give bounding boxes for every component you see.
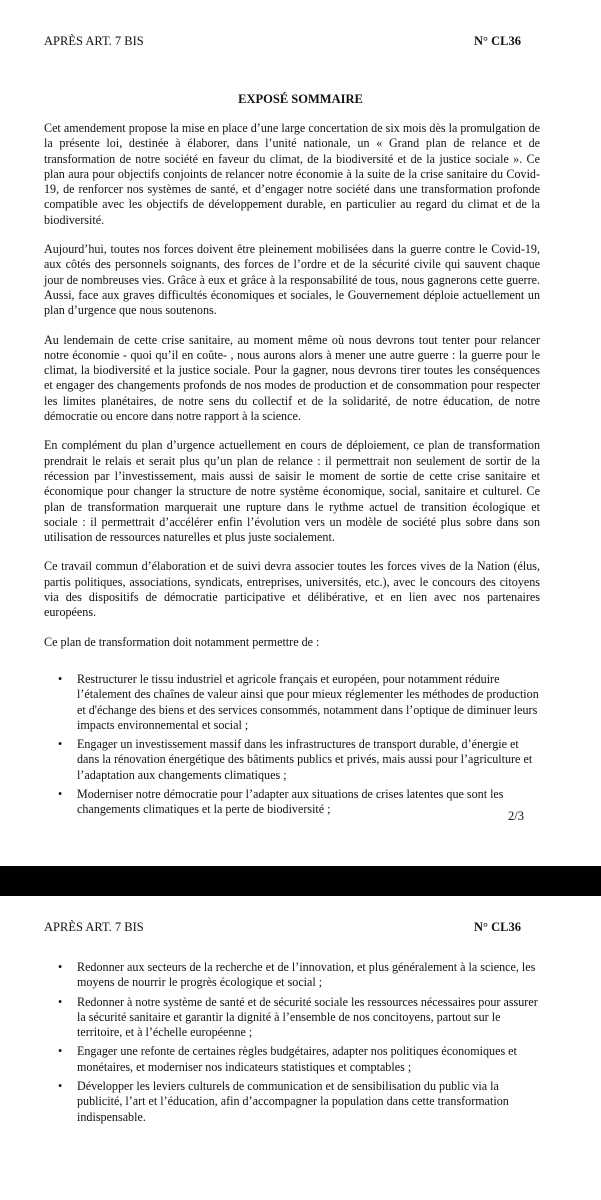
list-item bbox=[44, 1079, 540, 1125]
page-number: 2/3 bbox=[508, 809, 524, 823]
list-item bbox=[44, 737, 540, 783]
list-item bbox=[44, 787, 540, 818]
paragraph: En complément du plan d’urgence actuellement en cours de déploiement, ce plan de transformation prendrait le relais et serait plus qu’un plan de relance : il permettrait non seulement de sortir de la récession par l’investissement, mais aussi de saisir le moment de sortie de cette crise sanitaire et économique pour changer la structure de notre système économique, social, sanitaire et culturel. Ce plan de transformation marquerait une rupture dans le rythme actuel de transition écologique et sociale : il permettrait d’accélérer enfin l’évolution vers un modèle de société plus sobre dans son utilisation de ressources naturelles et plus juste socialement. bbox=[44, 438, 540, 545]
bullet-icon: • bbox=[58, 786, 63, 801]
list-item bbox=[44, 672, 540, 733]
bullet-icon: • bbox=[58, 671, 63, 686]
paragraph: Aujourd’hui, toutes nos forces doivent être pleinement mobilisées dans la guerre contre le Covid-19, aux côtés des personnels soignants, des forces de l’ordre et de la sécurité civile qui sauvent chaque jour de nombreuses vies. Grâce à eux et grâce à la responsabilité de tous, nous gagnerons cette guerre. Aussi, face aux graves difficultés économiques et sociales, le Gouvernement déploie actuellement un plan d’urgence que nous soutenons. bbox=[44, 242, 540, 318]
list-item bbox=[44, 960, 540, 991]
article-reference: APRÈS ART. 7 BIS bbox=[44, 920, 144, 934]
amendment-number: N° CL36 bbox=[473, 34, 521, 48]
amendment-number: N° CL36 bbox=[473, 920, 521, 934]
list-item-text: Redonner à notre système de santé et de sécurité sociale les ressources nécessaires pour assurer la sécurité sanitaire et garantir la dignité à l’ensemble de nos concitoyens, partout sur le territoire, et à l’échelle européenne ; bbox=[77, 994, 538, 1040]
list-item-text: Redonner aux secteurs de la recherche et de l’innovation, et plus généralement à la science, les moyens de nourrir le progrès écologique et social ; bbox=[77, 960, 536, 990]
paragraph: Ce travail commun d’élaboration et de suivi devra associer toutes les forces vives de la Nation (élus, partis politiques, associations, syndicats, entreprises, universités, etc.), avec le concours des citoyens via des dispositifs de démocratie participative et délibérative, et en lien avec nos partenaires européens. bbox=[44, 559, 540, 620]
list-intro: Ce plan de transformation doit notamment permettre de : bbox=[44, 634, 320, 649]
paragraph: Cet amendement propose la mise en place d’une large concertation de six mois dès la promulgation de la présente loi, destinée à élaborer, dans l’unité nationale, un « Grand plan de relance et de transformation de notre société en faveur du climat, de la biodiversité et de la justice sociale ». Ce plan aura pour objectifs conjoints de relancer notre économie à la suite de la crise sanitaire du Covid-19, de renforcer nos systèmes de santé, et d’engager notre société dans une transformation profonde compatible avec les objectifs de développement durable, en particulier au regard du climat et de la biodiversité. bbox=[44, 121, 540, 227]
bullet-icon: • bbox=[58, 737, 63, 752]
list-item-text: Engager un investissement massif dans les infrastructures de transport durable, d’énergie et dans la rénovation énergétique des bâtiments publics et privés, mais aussi pour l’agriculture et l’adaptation aux changements climatiques ; bbox=[77, 737, 533, 782]
paragraph: Au lendemain de cette crise sanitaire, au moment même où nous devrons tout tenter pour relancer notre économie - quoi qu’il en coûte- , nous aurons alors à mener une autre guerre : la guerre pour le climat, la biodiversité et la justice sociale. Pour la gagner, nous devrons tirer toutes les conséquences et engager des changements profonds de nos modes de production et de consommation pour respecter les limites planétaires, de notre sens du collectif et de la solidarité, de notre éducation, de notre démocratie ou encore dans notre rapport à la science. bbox=[44, 332, 540, 424]
bullet-icon: • bbox=[58, 960, 63, 974]
bullet-icon: • bbox=[58, 1044, 63, 1059]
bullet-icon: • bbox=[58, 994, 63, 1009]
section-title: EXPOSÉ SOMMAIRE bbox=[238, 92, 363, 106]
list-item-text: Moderniser notre démocratie pour l’adapter aux situations de crises latentes que sont les changements climatiques et la perte de biodiversité ; bbox=[77, 786, 504, 817]
list-item bbox=[44, 1044, 540, 1075]
list-item-text: Restructurer le tissu industriel et agricole français et européen, pour notamment réduire l’étalement des chaînes de valeur ainsi que pour mieux réglementer les méthodes de production et d'échange des biens et des services consommés, notamment dans l’optique de diminuer leurs impacts environnemental et social ; bbox=[77, 671, 539, 732]
bullet-icon: • bbox=[58, 1079, 63, 1094]
page-body bbox=[44, 121, 540, 822]
list-item bbox=[44, 995, 540, 1041]
bullet-list bbox=[44, 960, 540, 1125]
bullet-list bbox=[44, 672, 540, 818]
article-reference: APRÈS ART. 7 BIS bbox=[44, 34, 144, 48]
page-2-body bbox=[44, 960, 540, 1129]
list-item-text: Engager une refonte de certaines règles budgétaires, adapter nos politiques économiques et monétaires, et moderniser nos indicateurs statistiques et comptables ; bbox=[77, 1044, 517, 1074]
list-item-text: Développer les leviers culturels de communication et de sensibilisation du public via la publicité, l’art et l’éducation, afin d’accompagner la population dans cette transformation indispensable. bbox=[77, 1079, 509, 1124]
